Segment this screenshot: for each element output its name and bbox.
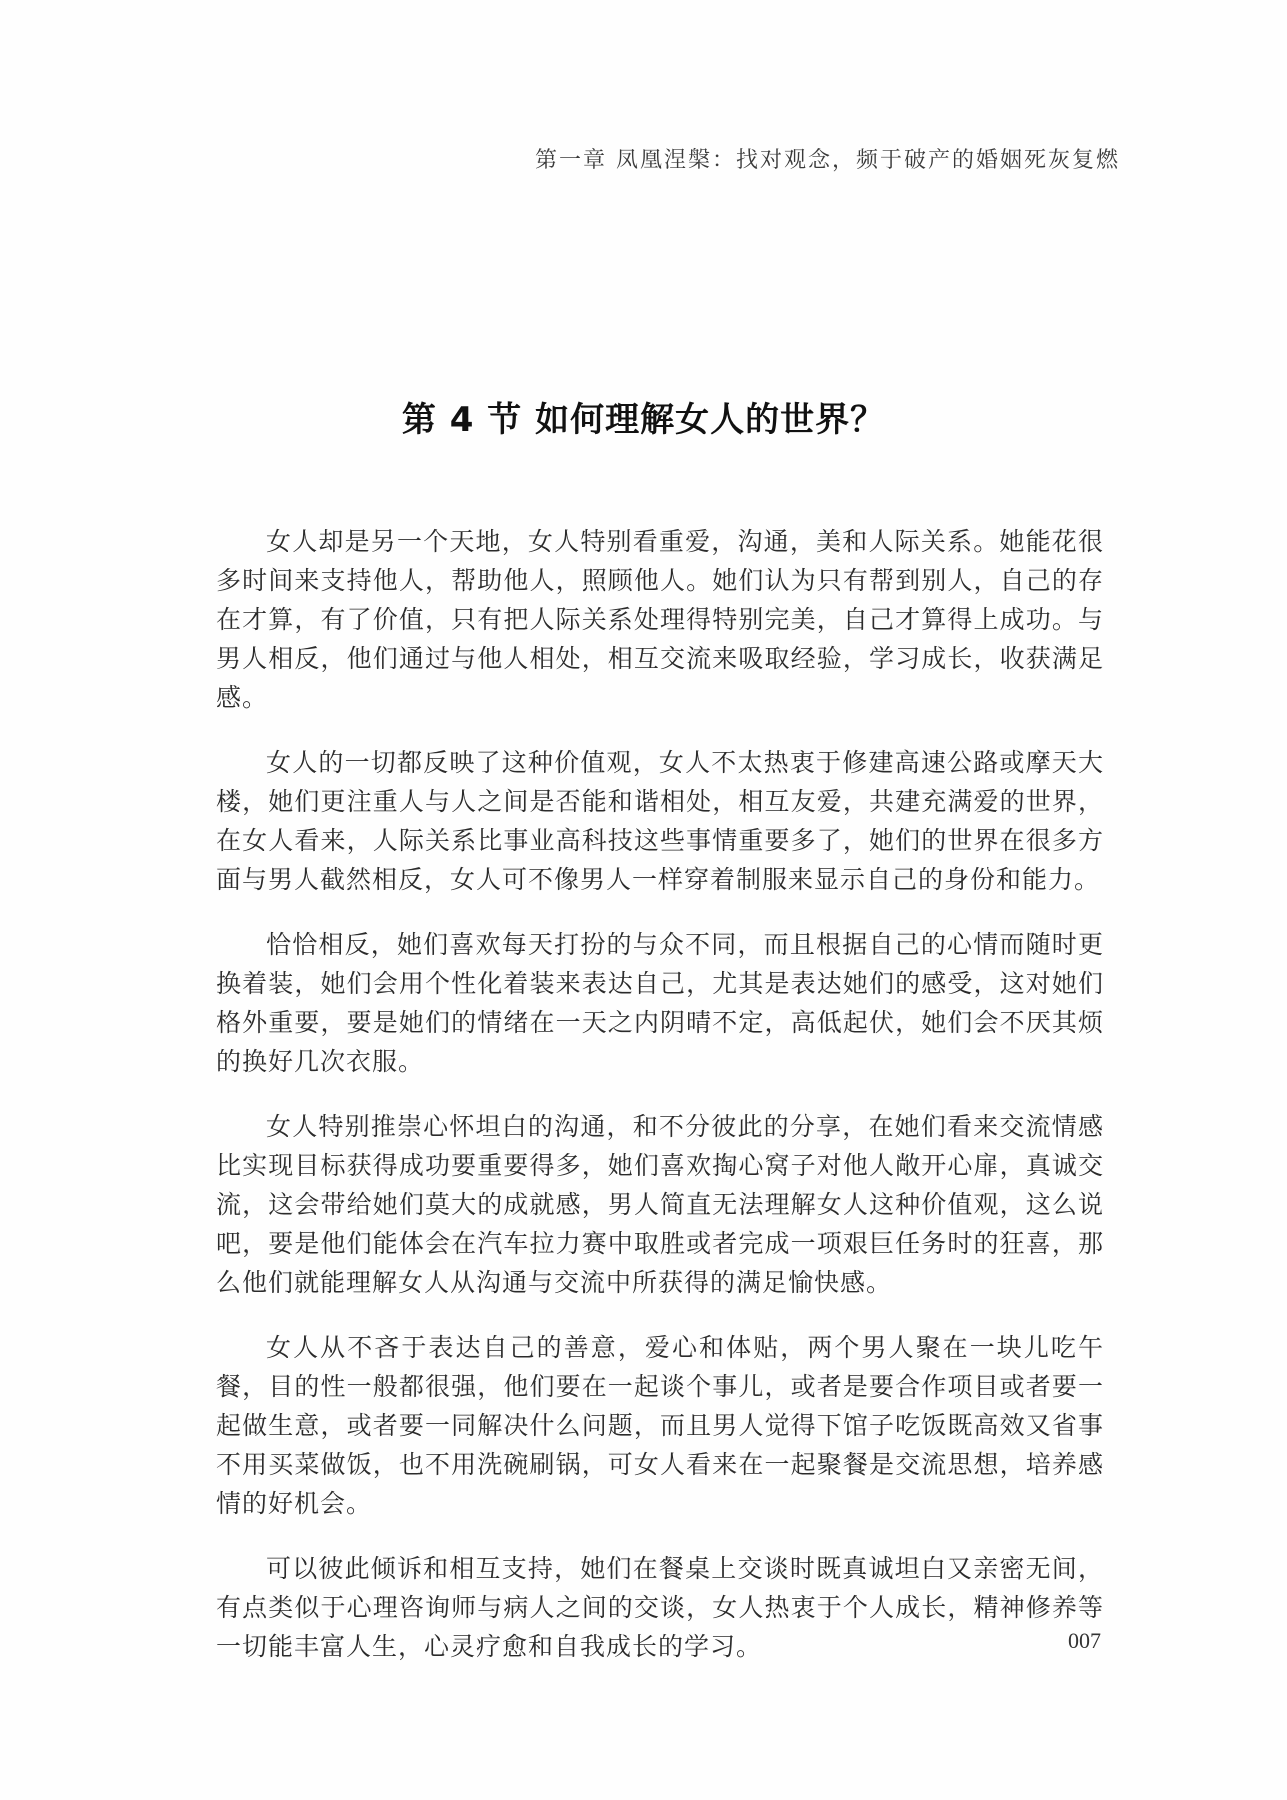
paragraph: 可以彼此倾诉和相互支持，她们在餐桌上交谈时既真诚坦白又亲密无间，有点类似于心理咨询师与病人之间的交谈，女人热衷于个人成长，精神修养等一切能丰富人生，心灵疗愈和自我成长的学习。 (216, 1554, 1104, 1661)
body-text (216, 522, 1104, 1692)
paragraph: 女人的一切都反映了这种价值观，女人不太热衷于修建高速公路或摩天大楼，她们更注重人与人之间是否能和谐相处，相互友爱，共建充满爱的世界，在女人看来，人际关系比事业高科技这些事情重要多了，她们的世界在很多方面与男人截然相反，女人可不像男人一样穿着制服来显示自己的身份和能力。 (216, 748, 1104, 894)
paragraph: 恰恰相反，她们喜欢每天打扮的与众不同，而且根据自己的心情而随时更换着装，她们会用个性化着装来表达自己，尤其是表达她们的感受，这对她们格外重要，要是她们的情绪在一天之内阴晴不定，高低起伏，她们会不厌其烦的换好几次衣服。 (216, 930, 1104, 1076)
page-number: 007 (1068, 1628, 1101, 1653)
paragraph: 女人特别推崇心怀坦白的沟通，和不分彼此的分享，在她们看来交流情感比实现目标获得成功要重要得多，她们喜欢掏心窝子对他人敞开心扉，真诚交流，这会带给她们莫大的成就感，男人简直无法理解女人这种价值观，这么说吧，要是他们能体会在汽车拉力赛中取胜或者完成一项艰巨任务时的狂喜，那么他们就能理解女人从沟通与交流中所获得的满足愉快感。 (216, 1112, 1104, 1297)
paragraph: 女人却是另一个天地，女人特别看重爱，沟通，美和人际关系。她能花很多时间来支持他人，帮助他人，照顾他人。她们认为只有帮到别人，自己的存在才算，有了价值，只有把人际关系处理得特别完美，自己才算得上成功。与男人相反，他们通过与他人相处，相互交流来吸取经验，学习成长，收获满足感。 (216, 527, 1104, 712)
section-title: 第 4 节 如何理解女人的世界？ (401, 400, 886, 440)
paragraph: 女人从不吝于表达自己的善意，爱心和体贴，两个男人聚在一块儿吃午餐，目的性一般都很强，他们要在一起谈个事儿，或者是要合作项目或者要一起做生意，或者要一同解决什么问题，而且男人觉得下馆子吃饭既高效又省事不用买菜做饭，也不用洗碗刷锅，可女人看来在一起聚餐是交流思想，培养感情的好机会。 (216, 1333, 1104, 1518)
running-header: 第一章 凤凰涅槃：找对观念，频于破产的婚姻死灰复燃 (535, 148, 1120, 173)
